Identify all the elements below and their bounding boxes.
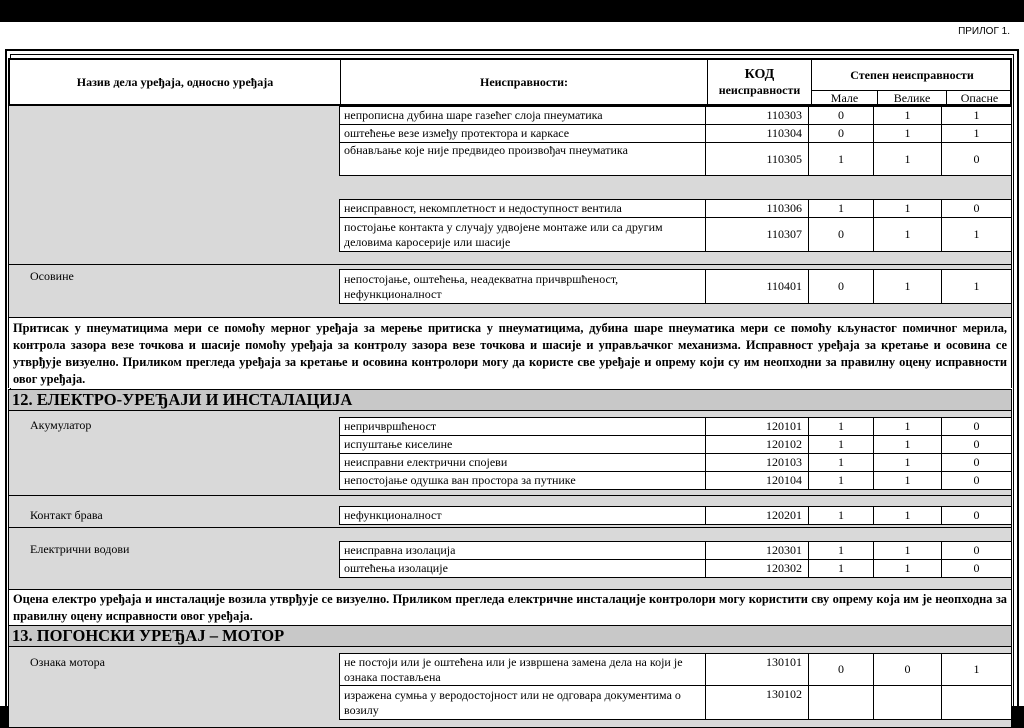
degree-dangerous: 1 — [941, 653, 1012, 686]
fault-code: 130102 — [705, 685, 809, 720]
degree-dangerous: 1 — [941, 106, 1012, 125]
header-code-line2: неисправности — [718, 82, 801, 97]
table-row — [339, 653, 1012, 686]
fault-code: 110401 — [705, 269, 809, 304]
degree-minor: 1 — [808, 199, 874, 218]
fault-code: 130101 — [705, 653, 809, 686]
table-row — [339, 559, 1012, 578]
degree-dangerous: 0 — [941, 435, 1012, 454]
degree-minor: 1 — [808, 471, 874, 490]
fault-description: неисправна изолација — [339, 541, 706, 560]
degree-minor: 1 — [808, 506, 874, 525]
degree-major: 1 — [873, 417, 942, 436]
degree-dangerous: 0 — [941, 417, 1012, 436]
fault-description: постојање контакта у случају удвојене монтаже или са другим деловима каросерије или шасије — [339, 217, 706, 252]
fault-code: 110306 — [705, 199, 809, 218]
degree-dangerous: 0 — [941, 142, 1012, 176]
fault-code: 110307 — [705, 217, 809, 252]
degree-major: 1 — [873, 142, 942, 176]
fault-code: 120301 — [705, 541, 809, 560]
degree-minor — [808, 685, 874, 720]
table-header — [8, 58, 1012, 106]
degree-major: 1 — [873, 471, 942, 490]
degree-dangerous: 0 — [941, 506, 1012, 525]
degree-dangerous: 1 — [941, 217, 1012, 252]
degree-minor: 0 — [808, 653, 874, 686]
fault-description: непостојање, оштећења, неадекватна причвршћеност, нефункционалност — [339, 269, 706, 304]
degree-dangerous: 0 — [941, 453, 1012, 472]
table-row — [339, 417, 1012, 436]
note-section-11: Притисак у пнеуматицима мери се помоћу мерног уређаја за мерење притиска у пнеуматицима, дубина шаре пнеуматика мери се помоћу кљунастог помичног мерила, контрола зазора везе точкова и шасије помоћу уређаја за контролу зазора везе точкова и шасије и управљачког механизма. Исправност уређаја за кретање и осовина се утврђује визуелно. Приликом прегледа уређаја за кретање и осовина контролори могу да користе све уређаје и опрему који су им неопходни за правилну оцену исправности овог уређаја. — [8, 317, 1012, 388]
header-part-name: Назив дела уређаја, односно уређаја — [10, 60, 341, 104]
table-row — [339, 506, 1012, 525]
header-minor: Мале — [812, 90, 878, 106]
table-row — [339, 541, 1012, 560]
table-row — [339, 269, 1012, 304]
header-major: Велике — [878, 90, 947, 106]
table-body — [8, 106, 1012, 716]
degree-dangerous — [941, 685, 1012, 720]
degree-major: 1 — [873, 541, 942, 560]
degree-major — [873, 685, 942, 720]
header-code — [708, 60, 812, 104]
table-row — [339, 106, 1012, 125]
fault-description: оштећења изолације — [339, 559, 706, 578]
degree-major: 1 — [873, 453, 942, 472]
degree-major: 1 — [873, 106, 942, 125]
degree-minor: 0 — [808, 217, 874, 252]
degree-dangerous: 1 — [941, 269, 1012, 304]
header-degree: Степен неисправности — [850, 67, 974, 82]
fault-description: непричвршћеност — [339, 417, 706, 436]
group-label: Акумулатор — [30, 418, 92, 432]
degree-minor: 0 — [808, 106, 874, 125]
group-label: Електрични водови — [30, 542, 130, 556]
table-row — [339, 453, 1012, 472]
fault-description: непостојање одушка ван простора за путнике — [339, 471, 706, 490]
fault-description: обнављање које није предвидео произвођач пнеуматика — [339, 142, 706, 176]
degree-major: 1 — [873, 217, 942, 252]
degree-dangerous: 0 — [941, 559, 1012, 578]
fault-description: изражена сумња у веродостојност или не одговара документима о возилу — [339, 685, 706, 720]
fault-description: непрописна дубина шаре газећег слоја пнеуматика — [339, 106, 706, 125]
degree-major: 1 — [873, 124, 942, 143]
fault-description: неисправност, некомплетност и недоступност вентила — [339, 199, 706, 218]
document-page — [0, 22, 1024, 717]
table-row — [339, 142, 1012, 176]
degree-minor: 1 — [808, 142, 874, 176]
fault-code: 120101 — [705, 417, 809, 436]
degree-major: 1 — [873, 435, 942, 454]
header-code-line1: КОД — [744, 66, 775, 82]
header-faults: Неисправности: — [341, 60, 708, 104]
group-label: Контакт брава — [30, 508, 103, 522]
table-row — [339, 435, 1012, 454]
degree-dangerous: 1 — [941, 124, 1012, 143]
fault-description: оштећење везе између протектора и каркасе — [339, 124, 706, 143]
fault-code: 120104 — [705, 471, 809, 490]
degree-major: 1 — [873, 559, 942, 578]
group-label: Осовине — [30, 269, 74, 283]
note-section-12: Оцена електро уређаја и инсталације возила утврђује се визуелно. Приликом прегледа електричне инсталације контролори могу користити сву опрему која им је неопходна за правилну оцену исправности овог уређаја. — [8, 589, 1012, 625]
degree-minor: 1 — [808, 435, 874, 454]
degree-minor: 0 — [808, 269, 874, 304]
fault-code: 120103 — [705, 453, 809, 472]
table-row — [339, 124, 1012, 143]
degree-dangerous: 0 — [941, 541, 1012, 560]
degree-minor: 1 — [808, 417, 874, 436]
degree-dangerous: 0 — [941, 199, 1012, 218]
fault-code: 120201 — [705, 506, 809, 525]
fault-code: 110304 — [705, 124, 809, 143]
degree-minor: 1 — [808, 559, 874, 578]
degree-minor: 1 — [808, 453, 874, 472]
degree-minor: 1 — [808, 541, 874, 560]
fault-code: 120102 — [705, 435, 809, 454]
degree-major: 1 — [873, 269, 942, 304]
fault-description: испуштање киселине — [339, 435, 706, 454]
annex-label: ПРИЛОГ 1. — [958, 26, 1010, 37]
header-dangerous: Опасне — [947, 90, 1012, 106]
fault-description: неисправни електрични спојеви — [339, 453, 706, 472]
section-13-title: 13. ПОГОНСКИ УРЕЂАЈ – МОТОР — [8, 625, 1012, 647]
table-row — [339, 685, 1012, 720]
fault-code: 120302 — [705, 559, 809, 578]
fault-code: 110305 — [705, 142, 809, 176]
degree-minor: 0 — [808, 124, 874, 143]
degree-dangerous: 0 — [941, 471, 1012, 490]
degree-major: 1 — [873, 199, 942, 218]
table-row — [339, 471, 1012, 490]
fault-description: нефункционалност — [339, 506, 706, 525]
table-row — [339, 217, 1012, 252]
group-label: Ознака мотора — [30, 655, 105, 669]
degree-major: 1 — [873, 506, 942, 525]
table-row — [339, 199, 1012, 218]
fault-code: 110303 — [705, 106, 809, 125]
section-12-title: 12. ЕЛЕКТРО-УРЕЂАЈИ И ИНСТАЛАЦИЈА — [8, 389, 1012, 411]
fault-description: не постоји или је оштећена или је извршена замена дела на који је ознака постављена — [339, 653, 706, 686]
degree-major: 0 — [873, 653, 942, 686]
